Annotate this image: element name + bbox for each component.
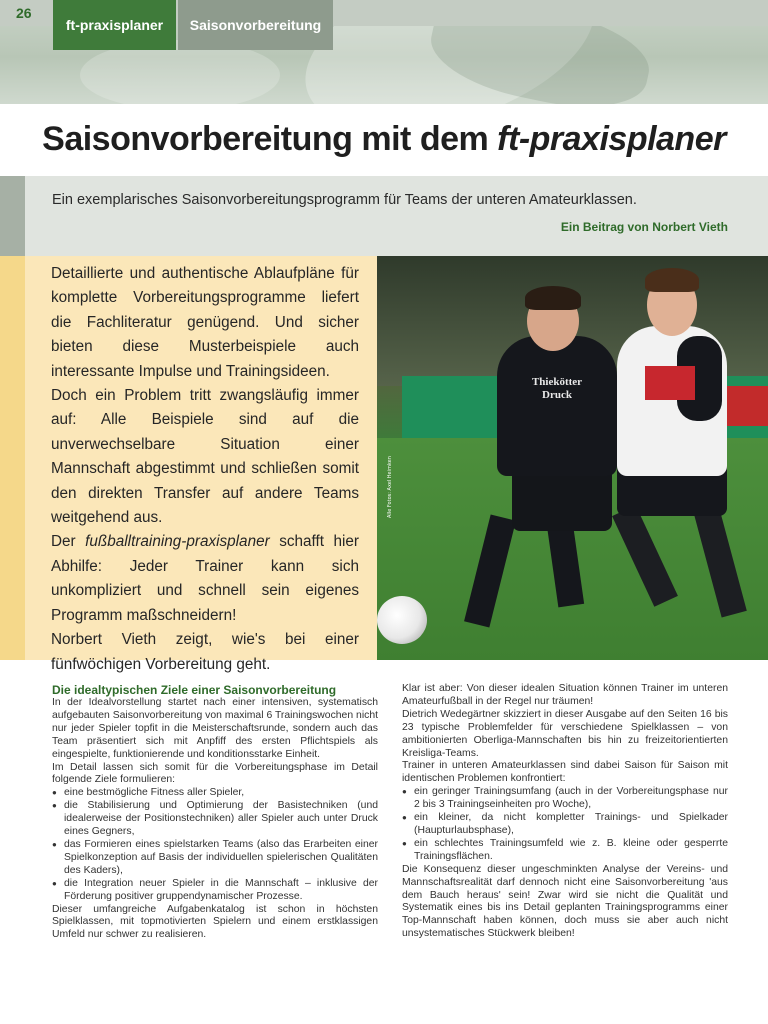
football-photo <box>377 256 768 660</box>
body-paragraph: Im Detail lassen sich somit für die Vorbereitungsphase im Detail folgende Ziele formulieren: <box>52 761 378 786</box>
article-title <box>0 120 768 159</box>
article-lead: Ein exemplarisches Saisonvorbereitungsprogramm für Teams der unteren Amateurklassen. <box>52 192 637 208</box>
teaser-marker <box>0 256 25 660</box>
body-column-left <box>52 683 378 942</box>
section-tab-secondary: Saisonvorbereitung <box>178 0 333 50</box>
goal-list <box>52 787 378 903</box>
photo-credit: Alle Fotos: Axel Heimken <box>387 456 393 518</box>
teaser-text <box>51 262 359 677</box>
body-paragraph: Dieser umfangreiche Aufgabenkatalog ist schon in höchsten Spielklassen, mit topmotivierten Spielern und einem erstklassigen Umfeld nur schwer zu realisieren. <box>52 903 378 941</box>
intro-band <box>0 176 768 256</box>
body-paragraph: Trainer in unteren Amateurklassen sind dabei Saison für Saison mit identischen Problemen konfrontiert: <box>402 760 728 785</box>
list-item: ● ein kleiner, da nicht kompletter Trainings- und Spielkader (Haupturlaubsphase), <box>402 812 728 838</box>
football-ball <box>377 596 427 644</box>
intro-marker <box>0 176 25 256</box>
teaser-emphasis: fußballtraining-praxisplaner <box>85 533 270 551</box>
article-title-main: Saisonvorbereitung mit dem <box>42 120 498 158</box>
teaser-paragraph: Doch ein Problem tritt zwangsläufig immer auf: Alle Beispiele sind auf die unverwechselbare Situation einer Mannschaft abgestimmt und schließen somit den direkten Transfer auf andere Teams weitgehend aus. <box>51 387 359 527</box>
teaser-paragraph: Detaillierte und authentische Ablaufpläne für komplette Vorbereitungsprogramme liefert die Fachliteratur genügend. Und sicher bieten diese Musterbeispiele auch interessante Impulse und Trainingsideen. <box>51 265 359 380</box>
shirt-sponsor-text: Thiekötter Druck <box>531 376 583 401</box>
list-item: ● ein schlechtes Trainingsumfeld wie z. B. kleine oder gesperrte Trainingsflächen. <box>402 838 728 864</box>
body-paragraph: In der Idealvorstellung startet nach einer intensiven, systematisch aufgebauten Saisonvorbereitung von maximal 6 Trainingswochen nicht nur jeder Spieler topfit in die Meisterschaftsrunde, sondern auch das Team präsentiert sich mit Anpfiff des ersten Pflichtspiels als eingespielte, funktionierende und konditionsstarke Einheit. <box>52 697 378 760</box>
body-paragraph: Klar ist aber: Von dieser idealen Situation können Trainer im unteren Amateurfußball in der Regel nur träumen! <box>402 683 728 707</box>
teaser-paragraph <box>51 530 359 628</box>
player-white-hair <box>645 268 699 292</box>
section-tab-primary: ft-praxisplaner <box>53 0 176 50</box>
list-item: ● die Stabilisierung und Optimierung der Basistechniken (und idealerweise der Positionstechniken) aller Spieler auch unter Druck eines Gegners, <box>52 800 378 839</box>
player-dark-hair <box>525 286 581 310</box>
teaser-text-run: schafft hier Abhilfe: Jeder Trainer kann sich unkompliziert und schnell sein eigenes Programm maßschneidern! <box>51 533 360 624</box>
article-byline: Ein Beitrag von Norbert Vieth <box>560 220 728 234</box>
list-item: ● ein geringer Trainingsumfang (auch in der Vorbereitungsphase nur 2 bis 3 Trainingseinheiten pro Woche), <box>402 786 728 812</box>
problem-list <box>402 786 728 863</box>
teaser-text-run: Der <box>51 533 86 551</box>
player-dark-shirt <box>497 336 617 476</box>
list-item: ● die Integration neuer Spieler in die Mannschaft – inklusive der Förderung positiver gruppendynamischer Prozesse. <box>52 878 378 904</box>
body-paragraph: Dietrich Wedegärtner skizziert in dieser Ausgabe auf den Seiten 16 bis 23 typische Problemfelder für verschiedene Spielklassen – von ambitionierten Oberliga-Mannschaften bis hin zu freizeitorientierten Kreisliga-Teams. <box>402 708 728 759</box>
body-paragraph: Die Konsequenz dieser ungeschminkten Analyse der Vereins- und Mannschaftsrealität darf dennoch nicht eine Saisonvorbereitung 'aus dem Bauch heraus' sein! Zwar wird sie nicht die Qualität und Systematik eines bis ins Detail geplanten Trainingsprogramms einer Top-Mannschaft haben können, doch muss sie aber auch nicht unsystematisches Stückwerk bleiben! <box>402 863 728 940</box>
teaser-paragraph: Norbert Vieth zeigt, wie's bei einer fünfwöchigen Vorbereitung geht. <box>51 631 359 673</box>
section-heading: Die idealtypischen Ziele einer Saisonvorbereitung <box>52 683 337 697</box>
article-title-emphasis: ft-praxisplaner <box>497 120 726 158</box>
shirt-sponsor-logo <box>645 366 695 400</box>
list-item: ● eine bestmögliche Fitness aller Spieler, <box>52 787 378 800</box>
body-column-right <box>402 683 728 941</box>
list-item: ● das Formieren eines spielstarken Teams (also das Erarbeiten einer Spielkonzeption auf Basis der individuellen spielerischen Qualitäten des Kaders), <box>52 839 378 878</box>
page-number: 26 <box>16 5 32 21</box>
